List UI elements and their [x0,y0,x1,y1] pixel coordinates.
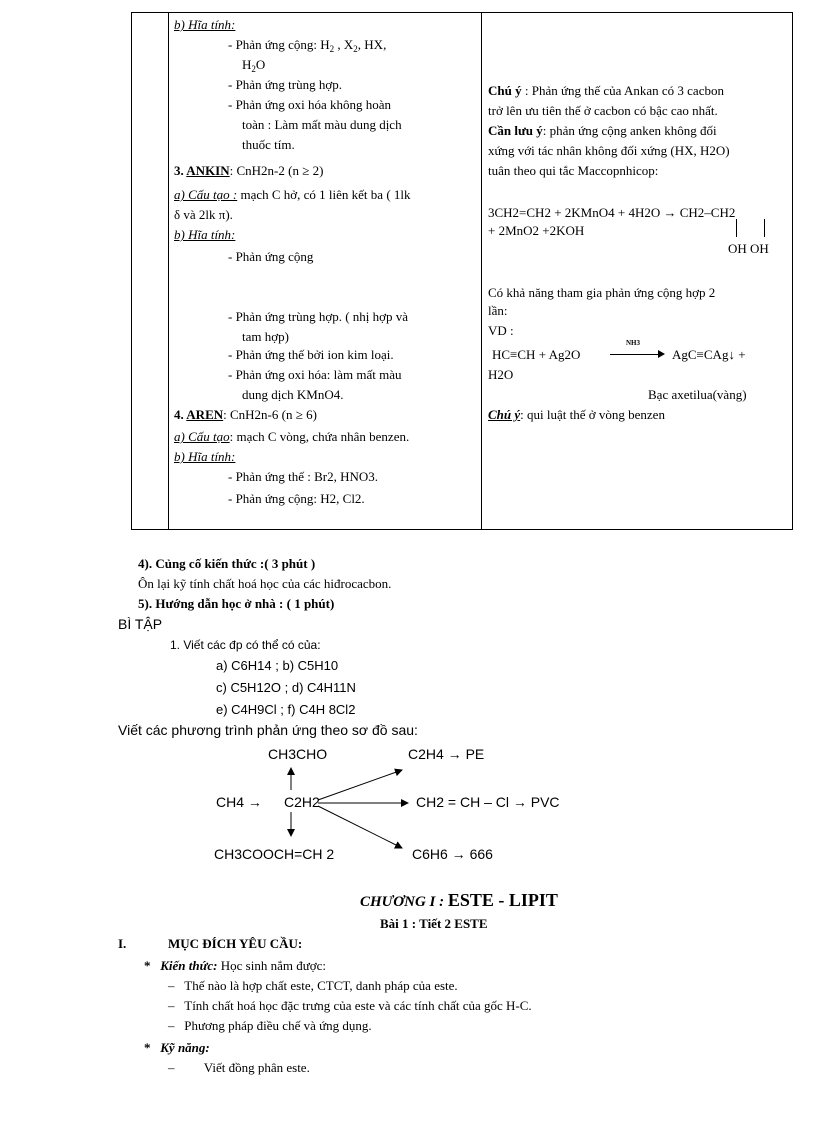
scheme-benzene: C6H6 → 666 [412,846,493,862]
can-luu-y-line: Cần lưu ý: phản ứng cộng anken không đối [488,123,717,138]
h2o-line: $H_2O$ [242,57,266,74]
pu-cong-line: - Phản ứng cộng: H2, Cl2. [228,491,365,506]
kien-thuc-heading: * Kiến thức: Học sinh nắm được: [144,958,327,973]
scheme-ch4: CH4 → [216,794,262,810]
scheme-vinyl: CH2 = CH – Cl → PVC [416,794,560,810]
scheme-ch3cho: CH3CHO [268,746,328,762]
aren-heading: 4. AREN: CnH2n-6 (n ≥ 6) [174,407,317,422]
can-luu-y-line: tuân theo qui tắc Maccopnhicop: [488,163,659,178]
cung-co-text: Ôn lại kỹ tính chất hoá học của các hiđrocacbon. [138,576,392,591]
pu-cong-line: - Phản ứng cộng: $H_2$ , $X_2$, HX, [228,37,387,54]
section-title: MỤC ĐÍCH YÊU CẦU: [168,936,303,951]
exercise-item: e) C4H9Cl ; f) C4H 8Cl2 [216,702,356,717]
hoa-tinh-heading: b) Hĩa tính: [174,227,236,242]
can-luu-y-line: xứng với tác nhân không đối xứng (HX, H2O) [488,143,730,158]
pu-the-line: - Phản ứng thế : Br2, HNO3. [228,469,379,484]
scheme-ester: CH3COOCH=CH 2 [214,846,335,862]
oxi-hoa-line: - Phản ứng oxi hóa: làm mất màu [228,367,402,382]
bai-tap-title: BÌ TẬP [118,616,163,632]
lesson-title: Bài 1 : Tiết 2 ESTE [380,916,488,931]
chu-y-line: trở lên ưu tiên thế ở cacbon có bậc cao nhất. [488,103,718,118]
pu-the-line: - Phản ứng thế bởi ion kim loại. [228,347,394,362]
equation: H2O [488,367,514,382]
ky-nang-heading: * Kỹ năng: [144,1040,210,1055]
objective-item: – Viết đồng phân este. [168,1060,310,1075]
vd-label: VD : [488,323,514,338]
trung-hop-line: tam hợp) [242,329,289,344]
hoa-tinh-heading: b) Hĩa tính: [174,17,236,32]
arrow-upright-icon [318,770,402,800]
exercise-item: a) C6H14 ; b) C5H10 [216,658,339,673]
cung-co-title: 4). Củng cố kiến thức :( 3 phút ) [138,556,316,571]
equation: HC≡CH + Ag2O [492,347,581,362]
trung-hop-line: - Phản ứng trùng hợp. [228,77,342,92]
ankin-heading: 3. ANKIN: CnH2n-2 (n ≥ 2) [174,163,324,178]
oxi-hoa-line: dung dịch KMnO4. [242,387,344,402]
chapter-heading: CHƯƠNG I : ESTE - LIPIT [360,890,558,910]
oxi-hoa-line: thuốc tím. [242,137,295,152]
pu-cong-line: - Phản ứng cộng [228,249,314,264]
arrow-downright-icon [318,806,402,848]
equation: + 2MnO2 +2KOH [488,223,585,238]
cau-tao-line: a) Cấu tạo: mạch C vòng, chứa nhân benzen. [174,429,410,444]
cau-tao-line: δ và 2lk π). [174,207,233,222]
cong-hop-line: Có khả năng tham gia phản ứng cộng hợp 2 [488,285,716,300]
hoa-tinh-heading: b) Hĩa tính: [174,449,236,464]
equation: 3CH2=CH2 + 2KMnO4 + 4H2O → CH2–CH2 [488,205,736,220]
objective-item: – Phương pháp điều chế và ứng dụng. [168,1018,372,1033]
scheme-c2h2: C2H2 [284,794,320,810]
objective-item: – Thế nào là hợp chất este, CTCT, danh pháp của este. [168,978,458,993]
huong-dan-title: 5). Hướng dẫn học ở nhà : ( 1 phút) [138,596,335,611]
trung-hop-line: - Phản ứng trùng hợp. ( nhị hợp và [228,309,409,324]
scheme-intro: Viết các phương trình phản ứng theo sơ đồ sau: [118,722,418,738]
bac-label: Bạc axetilua(vàng) [648,387,747,402]
oh-groups: OH OH [728,241,769,256]
cau-tao-line: a) Cấu tạo : mạch C hở, có 1 liên kết ba ( 1lk [174,187,411,202]
oxi-hoa-line: - Phản ứng oxi hóa không hoàn [228,97,392,112]
equation: AgC≡CAg↓ + [672,347,746,362]
chu-y-line: Chú ý: qui luật thế ở vòng benzen [488,407,665,422]
exercise-question: 1. Viết các đp có thể có của: [170,638,321,652]
nh3-label: NH3 [626,339,640,347]
exercise-item: c) C5H12O ; d) C4H11N [216,680,356,695]
oxi-hoa-line: toàn : Làm mất màu dung dịch [242,117,402,132]
chu-y-line: Chú ý : Phản ứng thế của Ankan có 3 cacbon [488,83,724,98]
section-roman: I. [118,936,127,951]
scheme-c2h4: C2H4 → PE [408,746,485,762]
cong-hop-line: lần: [488,303,508,318]
objective-item: – Tính chất hoá học đặc trưng của este và các tính chất của gốc H-C. [168,998,532,1013]
